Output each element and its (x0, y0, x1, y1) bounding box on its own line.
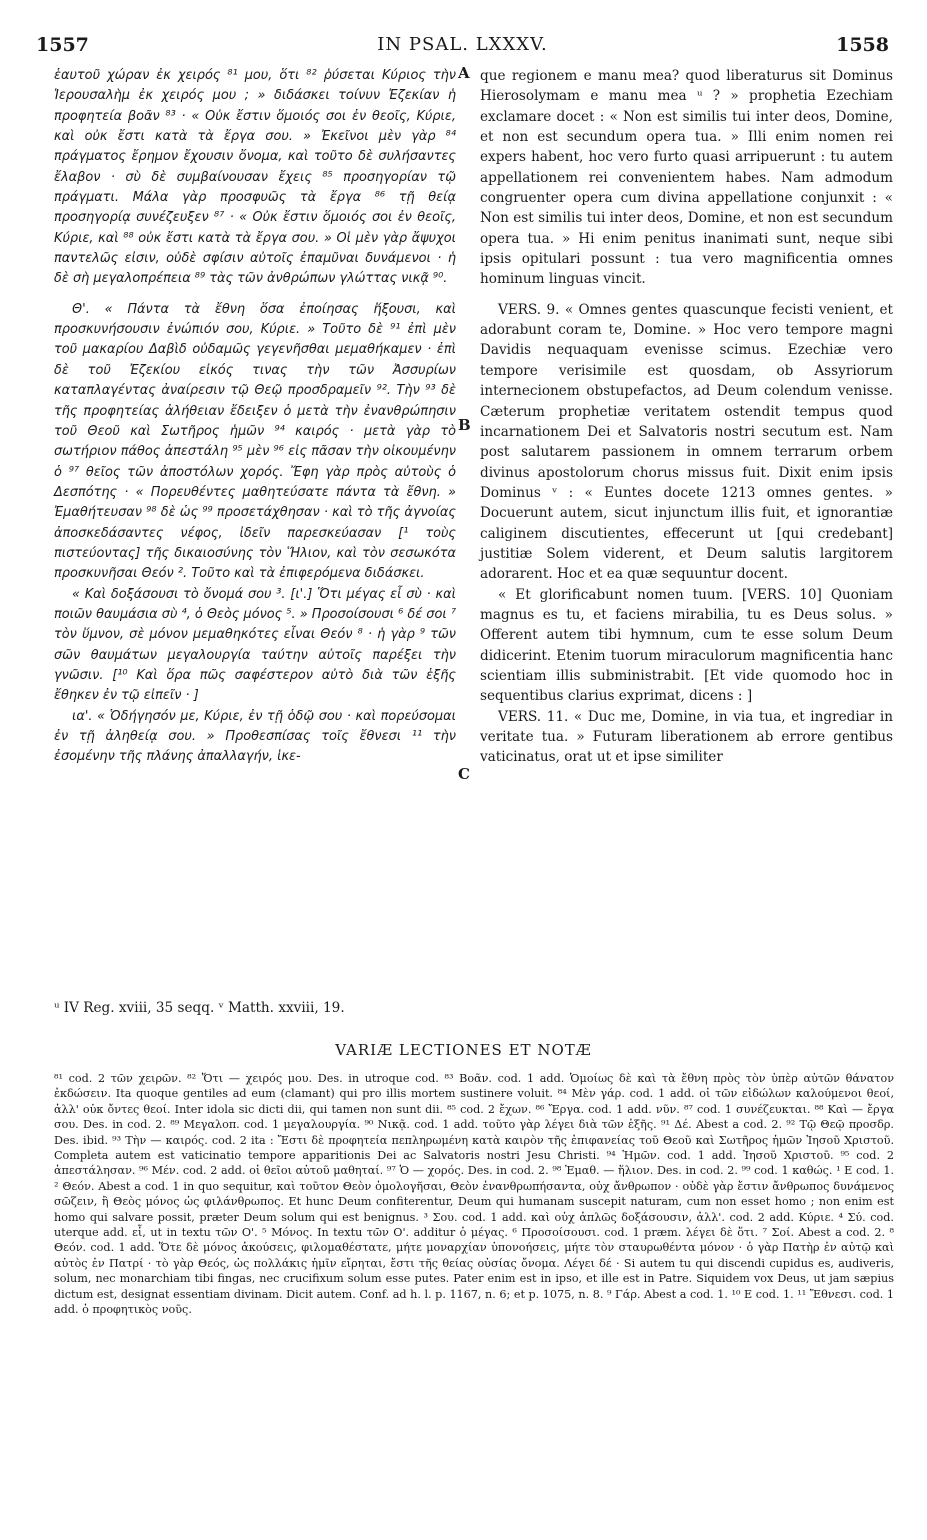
greek-column (54, 66, 456, 768)
margin-marker-c: C (458, 765, 470, 783)
margin-marker-a: A (458, 64, 470, 82)
greek-paragraph: ια'. « Ὁδήγησόν με, Κύριε, ἐν τῇ ὁδῷ σου · καὶ πορεύσομαι ἐν τῇ ἀληθείᾳ σου. » Προθεσπίσας τοῖς ἔθνεσι ¹¹ τὴν ἐσομένην τῆς πλάνης ἀπαλλαγήν, ἱκε- (54, 708, 456, 765)
greek-paragraph: « Καὶ δοξάσουσι τὸ ὄνομά σου ³. [ι'.] Ὅτι μέγας εἶ σὺ · καὶ ποιῶν θαυμάσια σὺ ⁴, ὁ Θεὸς μόνος ⁵. » Προσοίσουσι ⁶ δέ σοι ⁷ τὸν ὕμνον, σὲ μόνον μεμαθηκότες εἶναι Θεόν ⁸ · ἡ γὰρ ⁹ τῶν σῶν θαυμάτων μεγαλουργία ταύτην αὐτοῖς παρέξει τὴν γνῶσιν. [¹⁰ Καὶ ὅρα πῶς σαφέστερον αὐτὸ διὰ τῶν ἑξῆς ἔθηκεν ἐν τῷ εἰπεῖν · ] (54, 586, 456, 704)
greek-paragraph: Θ'. « Πάντα τὰ ἔθνη ὅσα ἐποίησας ἥξουσι, καὶ προσκυνήσουσιν ἐνώπιόν σου, Κύριε. » Τοῦτο δὲ ⁹¹ ἐπὶ μὲν τοῦ μακαρίου Δαβὶδ οὐδαμῶς γεγενῆσθαι μεμαθήκαμεν · ἐπὶ δὲ τοῦ Ἐζεκίου εἰκός τινας τὴν τῶν Ἀσσυρίων καταπλαγέντας ἀναίρεσιν τῷ Θεῷ προσδραμεῖν ⁹². Τὴν ⁹³ δὲ τῆς προφητείας ἀλήθειαν ἔδειξεν ὁ μετὰ τὴν ἐνανθρώπησιν τοῦ Θεοῦ καὶ Σωτῆρος ἡμῶν ⁹⁴ καιρός · μετὰ γὰρ τὸ σωτήριον πάθος ἀπεστάλη ⁹⁵ μὲν ⁹⁶ εἰς πᾶσαν τὴν οἰκουμένην ὁ ⁹⁷ θεῖος τῶν ἀποστόλων χορός. Ἔφη γὰρ πρὸς αὐτοὺς ὁ Δεσπότης · « Πορευθέντες μαθητεύσατε πάντα τὰ ἔθνη. » Ἐμαθήτευσαν ⁹⁸ δὲ ὡς ⁹⁹ προσετάχθησαν · καὶ τὸ τῆς ἀγνοίας ἀποσκεδάσαντες νέφος, ἰδεῖν παρεσκεύασαν [¹ τοὺς πιστεύοντας] τῆς δικαιοσύνης τὸν Ἥλιον, καὶ τὸν σεσωκότα προσκυνῆσαι Θεόν ². Τοῦτο καὶ τὰ ἐπιφερόμενα διδάσκει. (54, 301, 456, 582)
latin-paragraph: que regionem e manu mea? quod liberaturus sit Dominus Hierosolymam e manu mea ᵘ ? » prophetia Ezechiam exclamare docet : « Non est similis tui inter deos, Domine, et non est secundum opera tua. » Illi enim nomen rei expers habent, hoc vero furto quasi arripuerunt : tu autem appellationem rei convenientem habes. Nam admodum congruenter opera cum divina appellatione conjunxit : « Non est similis tui inter deos, Domine, et non est secundum opera tua. » Hi enim penitus inanimati sunt, neque sibi ipsis opitulari possunt : tua vero magnificentia omnes hominum linguas vincit. (480, 68, 893, 288)
latin-paragraph: VERS. 11. « Duc me, Domine, in via tua, et ingrediar in veritate tua. » Futuram liberationem ab errore gentibus vaticinatus, orat ut et ipse similiter (480, 708, 893, 766)
scripture-references: ᵘ IV Reg. xviii, 35 seqq. ᵛ Matth. xxviii, 19. (54, 1000, 345, 1016)
variant-readings-notes (54, 1071, 894, 1318)
greek-paragraph: ἑαυτοῦ χώραν ἐκ χειρός ⁸¹ μου, ὅτι ⁸² ῥύσεται Κύριος τὴν Ἱερουσαλὴμ ἐκ χειρός μου ; » διδάσκει τοίνυν Ἐζεκίαν ἡ προφητεία βοᾶν ⁸³ · « Οὐκ ἔστιν ὅμοιός σοι ἐν θεοῖς, Κύριε, καὶ οὐκ ἔστι κατὰ τὰ ἔργα σου. » Ἐκεῖνοι μὲν γὰρ ⁸⁴ πράγματος ἔρημον ἔχουσιν ὄνομα, καὶ τοῦτο δὲ συλήσαντες ἔλαβον · σὺ δὲ συμβαίνουσαν ἔχεις ⁸⁵ προσηγορίαν τῷ πράγματι. Μάλα γὰρ προσφυῶς τὰ ἔργα ⁸⁶ τῇ θείᾳ προσηγορίᾳ συνέζευξεν ⁸⁷ · « Οὐκ ἔστιν ὅμοιός σοι ἐν θεοῖς, Κύριε, καὶ ⁸⁸ οὐκ ἔστι κατὰ τὰ ἔργα σου. » Οἱ μὲν γὰρ ἄψυχοι παντελῶς εἰσιν, οὐδὲ σφίσιν αὐτοῖς ἐπαμῦναι δυνάμενοι · ἡ δὲ σὴ μεγαλοπρέπεια ⁸⁹ τὰς τῶν ἀνθρώπων γλώττας νικᾷ ⁹⁰. (54, 68, 456, 287)
running-title: IN PSAL. LXXXV. (377, 34, 548, 55)
margin-marker-b: B (458, 416, 471, 434)
page-number-left: 1557 (36, 34, 89, 56)
latin-column (480, 66, 893, 768)
notes-title: VARIÆ LECTIONES ET NOTÆ (335, 1041, 592, 1059)
latin-paragraph: « Et glorificabunt nomen tuum. [VERS. 10] Quoniam magnus es tu, et faciens mirabilia, tu es Deus solus. » Offerent autem tibi hymnum, cum te esse solum Deum didicerint. Etenim tuorum miraculorum magnificentia hanc scientiam illis subministrabit. [Et vide quomodo hoc in sequentibus clarius exprimat, dicens : ] (480, 586, 893, 705)
page-number-right: 1558 (836, 34, 889, 56)
page-header (36, 34, 889, 60)
notes-text: ⁸¹ cod. 2 τῶν χειρῶν. ⁸² Ὅτι — χειρός μου. Des. in utroque cod. ⁸³ Βοᾶν. cod. 1 add. Ὁμοίως δὲ καὶ τὰ ἔθνη πρὸς τὸν ὑπὲρ αὐτῶν θάνατον ἐκδώσειν. Ita quoque gentiles ad eum (clamant) qui pro illis mortem sustinere voluit. ⁸⁴ Μὲν γάρ. cod. 1 add. οἱ τῶν εἰδώλων καλούμενοι θεοί, ἀλλ' οὐκ ὄντες θεοί. Inter idola sic dicti dii, qui tamen non sunt dii. ⁸⁵ cod. 2 ἔχων. ⁸⁶ Ἔργα. cod. 1 add. νῦν. ⁸⁷ cod. 1 συνέζευκται. ⁸⁸ Καὶ — ἔργα σου. Des. in cod. 2. ⁸⁹ Μεγαλοπ. cod. 1 μεγαλουργία. ⁹⁰ Νικᾷ. cod. 1 add. τοῦτο γὰρ λέγει διὰ τῶν ἑξῆς. ⁹¹ Δέ. Abest a cod. 2. ⁹² Τῷ Θεῷ προσδρ. Des. ibid. ⁹³ Τὴν — καιρός. cod. 2 ita : Ἔστι δὲ προφητεία πεπληρωμένη κατὰ καιρὸν τῆς ἐπιφανείας τοῦ Θεοῦ καὶ Σωτῆρος ἡμῶν Ἰησοῦ Χριστοῦ. Completa autem est vaticinatio tempore apparitionis Dei ac Salvatoris nostri Jesu Christi. ⁹⁴ Ἡμῶν. cod. 1 add. Ἰησοῦ Χριστοῦ. ⁹⁵ cod. 2 ἀπεστάλησαν. ⁹⁶ Μέν. cod. 2 add. οἱ θεῖοι αὐτοῦ μαθηταί. ⁹⁷ Ὁ — χορός. Des. in cod. 2. ⁹⁸ Ἐμαθ. — ἥλιον. Des. in cod. 2. ⁹⁹ cod. 1 καθώς. ¹ E cod. 1. ² Θεόν. Abest a cod. 1 in quo sequitur, καὶ τοῦτον Θεὸν ὁμολογῆσαι, Θεὸν ἐνανθρωπήσαντα, οὐχ ἄνθρωπον · οὐδὲ γὰρ ἔστιν ἄνθρωπος δυνάμενος σῶζειν, ἢ Θεὸς μόνος ὡς φιλάνθρωπος. Et hunc Deum confiterentur, Deum qui humanam suscepit naturam, cum non esset homo ; non enim est homo qui salvare possit, præter Deum solum qui est benignus. ³ Σου. cod. 1 add. καὶ οὐχ ἁπλῶς δοξάσουσιν, ἀλλ'. cod. 2 add. Κύριε. ⁴ Σύ. cod. uterque add. εἶ, ut in textu τῶν Ο'. ⁵ Μόνος. In textu τῶν Ο'. additur ὁ μέγας. ⁶ Προσοίσουσι. cod. 1 præm. λέγει δὲ ὅτι. ⁷ Σοί. Abest a cod. 2. ⁸ Θεόν. cod. 1 add. Ὅτε δὲ μόνος ἀκούσεις, φιλομαθέστατε, μήτε μοναρχίαν ὑπονοήσεις, μήτε τὸν σταυρωθέντα μόνον · ὁ γὰρ Πατὴρ ἐν αὐτῷ καὶ αὐτὸς ἐν Πατρί · τὸ γὰρ Θεός, ὡς πολλάκις ἡμῖν εἴρηται, ἔστι τῆς θείας οὐσίας ὄνομα. Λέγει δέ · Si autem tu qui discendi cupidus es, audiveris, solum, nec monarchiam tibi fingas, nec crucifixum solum esse putes. Pater enim est in ipso, et ille est in Patre. Siquidem vox Deus, ut jam sæpius dictum est, designat essentiam divinam. Dicit autem. Conf. ad h. l. p. 1167, n. 6; et p. 1075, n. 8. ⁹ Γάρ. Abest a cod. 1. ¹⁰ E cod. 1. ¹¹ Ἔθνεσι. cod. 1 add. ὁ προφητικὸς νοῦς. (54, 1072, 894, 1317)
latin-paragraph: VERS. 9. « Omnes gentes quascunque fecisti venient, et adorabunt coram te, Domine. » Hoc vero tempore magni Davidis nequaquam evenisse scimus. Ezechiæ vero tempore verisimile est quosdam, ob Assyriorum internecionem obstupefactos, ad Deum colendum venisse. Cæterum prophetiæ veritatem ostendit tempus quod incarnationem Dei et Salvatoris nostri secutum est. Nam post salutarem passionem in omnem terrarum orbem divinus apostolorum chorus missus fuit. Dixit enim ipsis Dominus ᵛ : « Euntes docete 1213 omnes gentes. » Docuerunt autem, sicut injunctum illis fuit, et ignorantiæ caliginem discutientes, effecerunt ut [qui credebant] justitiæ Solem viderent, et Deum salutis largitorem adorarent. Hoc et ea quæ sequuntur docent. (480, 301, 893, 583)
